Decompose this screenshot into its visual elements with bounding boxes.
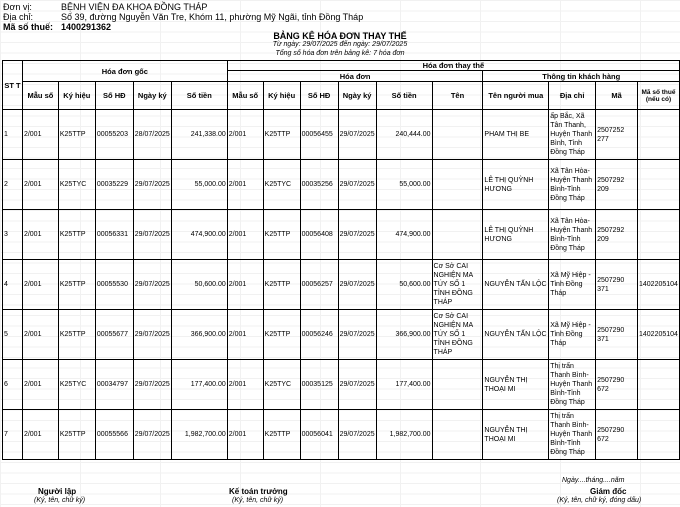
cell-ten	[432, 210, 483, 260]
cell-o-ky-hieu: K25TTP	[58, 110, 95, 160]
cell-ten: Cơ Sở CAI NGHIỆN MA TÚY SỐ 1 TỈNH ĐỒNG THÁP	[432, 310, 483, 360]
row-stt: 6	[3, 360, 23, 410]
cell-o-mau-so: 2/001	[22, 260, 58, 310]
col-n-mau-so: Mẫu số	[227, 82, 263, 110]
table-row	[3, 410, 680, 460]
cell-n-mau-so: 2/001	[227, 310, 263, 360]
cell-buyer: NGUYỄN TẤN LỘC	[483, 310, 549, 360]
cell-o-ky-hieu: K25TTP	[58, 310, 95, 360]
cell-ma: 2507252 277	[596, 110, 638, 160]
cell-address: Xã Mỹ Hiệp -Tỉnh Đồng Tháp	[549, 310, 596, 360]
cell-n-ngay-ky: 29/07/2025	[338, 260, 376, 310]
col-stt: ST T	[3, 61, 23, 110]
col-n-ngay-ky: Ngày ký	[338, 82, 376, 110]
invoice-table	[2, 60, 680, 460]
cell-tax-code	[638, 210, 680, 260]
cell-o-ngay-ky: 29/07/2025	[133, 210, 171, 260]
cell-o-so-tien: 1,982,700.00	[171, 410, 227, 460]
cell-n-mau-so: 2/001	[227, 360, 263, 410]
cell-tax-code	[638, 160, 680, 210]
footer-preparer: Người lập	[38, 487, 77, 496]
cell-o-so-hd: 00055677	[95, 310, 133, 360]
cell-o-so-tien: 50,600.00	[171, 260, 227, 310]
row-stt: 7	[3, 410, 23, 460]
cell-n-ky-hieu: K25TTP	[263, 110, 300, 160]
cell-n-so-hd: 00056257	[300, 260, 338, 310]
cell-n-ky-hieu: K25TYC	[263, 160, 300, 210]
cell-n-so-hd: 00056041	[300, 410, 338, 460]
tax-label: Mã số thuế:	[3, 22, 54, 32]
cell-o-so-hd: 00055530	[95, 260, 133, 310]
cell-ma: 2507290 371	[596, 310, 638, 360]
cell-ma: 2507290 371	[596, 260, 638, 310]
cell-address: Xã Tân Hòa-Huyện Thanh Bình-Tỉnh Đồng Tháp	[549, 210, 596, 260]
cell-n-so-tien: 366,900.00	[376, 310, 432, 360]
cell-n-ngay-ky: 29/07/2025	[338, 210, 376, 260]
cell-o-ngay-ky: 29/07/2025	[133, 410, 171, 460]
cell-n-ngay-ky: 29/07/2025	[338, 310, 376, 360]
cell-o-so-hd: 00034797	[95, 360, 133, 410]
cell-n-so-hd: 00035256	[300, 160, 338, 210]
footer-preparer-note: (Ký, tên, chữ ký)	[34, 497, 86, 504]
address-label: Địa chỉ:	[3, 12, 34, 22]
cell-n-so-tien: 177,400.00	[376, 360, 432, 410]
col-n-so-hd: Số HĐ	[300, 82, 338, 110]
cell-n-ngay-ky: 29/07/2025	[338, 410, 376, 460]
cell-buyer: NGUYỄN TẤN LỘC	[483, 260, 549, 310]
cell-o-mau-so: 2/001	[22, 110, 58, 160]
cell-o-ky-hieu: K25TYC	[58, 360, 95, 410]
cell-o-mau-so: 2/001	[22, 210, 58, 260]
invoice-count: Tổng số hóa đơn trên bảng kê: 7 hóa đơn	[275, 50, 405, 57]
cell-ten	[432, 110, 483, 160]
cell-n-mau-so: 2/001	[227, 160, 263, 210]
unit-label: Đơn vị:	[3, 2, 32, 12]
cell-o-so-hd: 00055566	[95, 410, 133, 460]
cell-o-ky-hieu: K25TYC	[58, 160, 95, 210]
address-value: Số 39, đường Nguyễn Văn Tre, Khóm 11, phường Mỹ Ngãi, tỉnh Đồng Tháp	[61, 12, 364, 22]
table-row	[3, 260, 680, 310]
cell-o-mau-so: 2/001	[22, 310, 58, 360]
cell-address: ấp Bắc, Xã Tân Thanh, Huyện Thanh Bình, Tỉnh Đồng Tháp	[549, 110, 596, 160]
col-address: Địa chỉ	[549, 82, 596, 110]
col-n-so-tien: Số tiền	[376, 82, 432, 110]
cell-n-so-tien: 1,982,700.00	[376, 410, 432, 460]
cell-n-mau-so: 2/001	[227, 210, 263, 260]
cell-address: Xã Tân Hòa-Huyện Thanh Bình-Tỉnh Đồng Tháp	[549, 160, 596, 210]
cell-o-so-hd: 00055203	[95, 110, 133, 160]
cell-n-ngay-ky: 29/07/2025	[338, 160, 376, 210]
footer-director-note: (Ký, tên, chữ ký, đóng dấu)	[557, 497, 642, 504]
cell-n-so-hd: 00056246	[300, 310, 338, 360]
cell-n-so-tien: 50,600.00	[376, 260, 432, 310]
cell-o-so-tien: 474,900.00	[171, 210, 227, 260]
cell-n-ky-hieu: K25TTP	[263, 310, 300, 360]
cell-o-ngay-ky: 29/07/2025	[133, 160, 171, 210]
cell-n-so-hd: 00056455	[300, 110, 338, 160]
cell-o-ngay-ky: 29/07/2025	[133, 260, 171, 310]
row-stt: 5	[3, 310, 23, 360]
cell-ma: 2507290 672	[596, 410, 638, 460]
group-original-invoice: Hóa đơn gốc	[22, 61, 227, 82]
cell-n-ky-hieu: K25TTP	[263, 260, 300, 310]
footer-director: Giám đốc	[590, 487, 627, 496]
cell-ma: 2507290 672	[596, 360, 638, 410]
cell-ten	[432, 160, 483, 210]
cell-tax-code	[638, 410, 680, 460]
col-ma: Mã	[596, 82, 638, 110]
cell-o-ky-hieu: K25TTP	[58, 210, 95, 260]
row-stt: 2	[3, 160, 23, 210]
cell-o-ngay-ky: 28/07/2025	[133, 110, 171, 160]
group-replacement-invoice: Hóa đơn thay thế	[227, 61, 679, 71]
table-row	[3, 310, 680, 360]
table-row	[3, 360, 680, 410]
col-ten: Tên	[432, 82, 483, 110]
cell-address: Thị trấn Thanh Bình-Huyện Thanh Bình-Tỉnh Đồng Tháp	[549, 410, 596, 460]
unit-value: BỆNH VIỆN ĐA KHOA ĐỒNG THÁP	[61, 2, 208, 12]
cell-o-ky-hieu: K25TTP	[58, 260, 95, 310]
cell-address: Xã Mỹ Hiệp -Tỉnh Đồng Tháp	[549, 260, 596, 310]
cell-o-mau-so: 2/001	[22, 410, 58, 460]
row-stt: 1	[3, 110, 23, 160]
cell-o-ngay-ky: 29/07/2025	[133, 360, 171, 410]
cell-o-so-hd: 00056331	[95, 210, 133, 260]
cell-o-ngay-ky: 29/07/2025	[133, 310, 171, 360]
cell-n-ky-hieu: K25TYC	[263, 360, 300, 410]
cell-buyer: LÊ THỊ QUỲNH HƯƠNG	[483, 210, 549, 260]
cell-buyer: NGUYỄN THỊ THOẠI MI	[483, 360, 549, 410]
cell-ma: 2507292 209	[596, 210, 638, 260]
tax-value: 1400291362	[61, 22, 112, 32]
group-invoice: Hóa đơn	[227, 71, 483, 82]
cell-n-so-hd: 00035125	[300, 360, 338, 410]
cell-n-so-hd: 00056408	[300, 210, 338, 260]
cell-n-mau-so: 2/001	[227, 260, 263, 310]
cell-n-ngay-ky: 29/07/2025	[338, 110, 376, 160]
cell-ten	[432, 410, 483, 460]
row-stt: 3	[3, 210, 23, 260]
cell-o-so-tien: 55,000.00	[171, 160, 227, 210]
col-n-ky-hieu: Ký hiệu	[263, 82, 300, 110]
cell-o-mau-so: 2/001	[22, 160, 58, 210]
col-buyer: Tên người mua	[483, 82, 549, 110]
table-row	[3, 160, 680, 210]
cell-n-ky-hieu: K25TTP	[263, 210, 300, 260]
cell-tax-code	[638, 360, 680, 410]
table-row	[3, 210, 680, 260]
cell-ten	[432, 360, 483, 410]
cell-n-ngay-ky: 29/07/2025	[338, 360, 376, 410]
col-o-so-tien: Số tiền	[171, 82, 227, 110]
row-stt: 4	[3, 260, 23, 310]
cell-o-ky-hieu: K25TTP	[58, 410, 95, 460]
cell-n-ky-hieu: K25TTP	[263, 410, 300, 460]
col-o-so-hd: Số HĐ	[95, 82, 133, 110]
cell-ma: 2507292 209	[596, 160, 638, 210]
cell-n-so-tien: 55,000.00	[376, 160, 432, 210]
report-title: BẢNG KÊ HÓA ĐƠN THAY THẾ	[273, 31, 407, 41]
cell-buyer: LÊ THỊ QUỲNH HƯƠNG	[483, 160, 549, 210]
date-range: Từ ngày: 29/07/2025 đến ngày: 29/07/2025	[272, 41, 408, 48]
cell-tax-code: 1402205104	[638, 260, 680, 310]
cell-n-so-tien: 240,444.00	[376, 110, 432, 160]
cell-o-so-tien: 366,900.00	[171, 310, 227, 360]
cell-o-so-tien: 241,338.00	[171, 110, 227, 160]
footer-accountant-note: (Ký, tên, chữ ký)	[232, 497, 284, 504]
cell-buyer: NGUYỄN THỊ THOẠI MI	[483, 410, 549, 460]
cell-buyer: PHAM THỊ BE	[483, 110, 549, 160]
group-customer: Thông tin khách hàng	[483, 71, 680, 82]
col-o-ky-hieu: Ký hiệu	[58, 82, 95, 110]
cell-tax-code: 1402205104	[638, 310, 680, 360]
col-tax-code: Mã số thuế (nếu có)	[638, 82, 680, 110]
cell-address: Thị trấn Thanh Bình-Huyện Thanh Bình-Tỉnh Đồng Tháp	[549, 360, 596, 410]
cell-n-so-tien: 474,900.00	[376, 210, 432, 260]
cell-tax-code	[638, 110, 680, 160]
cell-o-so-tien: 177,400.00	[171, 360, 227, 410]
col-o-ngay-ky: Ngày ký	[133, 82, 171, 110]
cell-o-mau-so: 2/001	[22, 360, 58, 410]
footer-accountant: Kế toán trưởng	[229, 487, 288, 496]
cell-n-mau-so: 2/001	[227, 110, 263, 160]
footer-date-line: Ngày....tháng....năm	[562, 477, 625, 484]
cell-ten: Cơ Sở CAI NGHIỆN MA TÚY SỐ 1 TỈNH ĐỒNG THÁP	[432, 260, 483, 310]
col-o-mau-so: Mẫu số	[22, 82, 58, 110]
table-row	[3, 110, 680, 160]
cell-o-so-hd: 00035229	[95, 160, 133, 210]
cell-n-mau-so: 2/001	[227, 410, 263, 460]
